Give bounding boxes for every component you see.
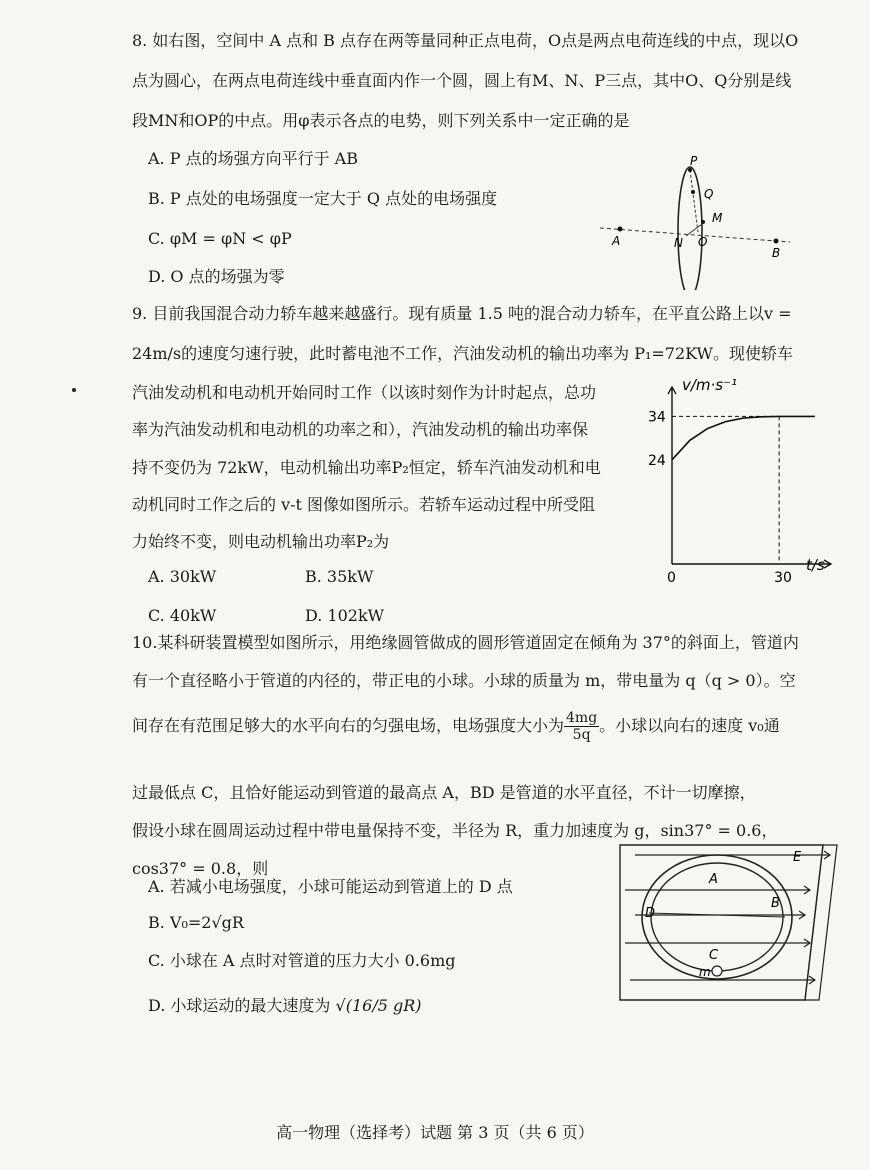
q10-figure [605, 835, 840, 1015]
label-d: D [645, 906, 656, 921]
series-line [672, 416, 815, 459]
field-fraction [564, 710, 599, 743]
q10-line2: 有一个直径略小于管道的内径的，带正电的小球。小球的质量为 m，带电量为 q（q > 0）。空 [132, 671, 796, 690]
q8-option-d: D. O 点的场强为零 [148, 267, 285, 286]
q10-line1: 10.某科研装置模型如图所示，用绝缘圆管做成的圆形管道固定在倾角为 37°的斜面上，管道内 [132, 633, 799, 652]
label-c: C [709, 948, 719, 963]
q8-option-c: C. φM = φN < φP [148, 229, 292, 248]
fraction-denominator: 5q [572, 727, 591, 743]
chart-marks [672, 416, 815, 564]
label-a2: A [709, 872, 718, 887]
y-tick-label: 34 [648, 409, 666, 426]
q10-line3-a: 间存在有范围足够大的水平向右的匀强电场，电场强度大小为 [132, 716, 565, 735]
q10-line4: 过最低点 C，且恰好能运动到管道的最高点 A，BD 是管道的水平直径，不计一切摩擦， [132, 783, 756, 802]
label-o: O [698, 235, 708, 249]
q10-line3-b: 。小球以向右的速度 v₀通 [599, 716, 780, 735]
label-q: Q [704, 187, 714, 201]
q9-line6: 动机同时工作之后的 v-t 图像如图所示。若轿车运动过程中所受阻 [132, 495, 596, 514]
q10-option-a: A. 若减小电场强度，小球可能运动到管道上的 D 点 [148, 877, 513, 896]
q9-line1: 9. 目前我国混合动力轿车越来越盛行。现有质量 1.5 吨的混合动力轿车，在平直公路上以v = [132, 304, 792, 323]
q10-line6: cos37° = 0.8，则 [132, 859, 269, 878]
q8-option-a: A. P 点的场强方向平行于 AB [148, 149, 358, 168]
label-b2: B [771, 896, 780, 911]
page-footer: 高一物理（选择考）试题 第 3 页（共 6 页） [276, 1123, 594, 1142]
x-tick-label: 0 [667, 570, 676, 586]
q10-option-c: C. 小球在 A 点时对管道的压力大小 0.6mg [148, 951, 456, 970]
label-p: P [690, 154, 698, 168]
q9-option-a: A. 30kW [148, 567, 217, 586]
q9-line4: 率为汽油发动机和电动机的功率之和），汽油发动机的输出功率保 [132, 420, 589, 439]
y-tick-label: 24 [648, 452, 666, 469]
q8-line2: 点为圆心，在两点电荷连线中垂直面内作一个圆，圆上有M、N、P三点，其中O、Q分别是线 [132, 71, 792, 90]
margin-dot [72, 388, 76, 392]
q9-option-d: D. 102kW [305, 606, 385, 625]
label-e: E [793, 850, 802, 865]
label-n: N [674, 236, 683, 250]
label-m: M [712, 211, 723, 225]
label-m2: m [699, 965, 711, 979]
q10-option-d-math: √(16/5 gR) [335, 996, 422, 1015]
q8-line3: 段MN和OP的中点。用φ表示各点的电势，则下列关系中一定正确的是 [132, 111, 630, 130]
q10-option-d-text: D. 小球运动的最大速度为 [148, 996, 331, 1015]
q10-option-d [148, 995, 422, 1017]
q9-line2: 24m/s的速度匀速行驶，此时蓄电池不工作，汽油发动机的输出功率为 P₁=72KW。现使轿车 [132, 344, 793, 363]
q9-option-b: B. 35kW [305, 567, 374, 586]
label-a: A [612, 234, 621, 248]
y-axis-label: v/m·s⁻¹ [682, 376, 738, 394]
q8-option-b: B. P 点处的电场强度一定大于 Q 点处的电场强度 [148, 189, 498, 208]
q8-figure [590, 150, 810, 290]
q8-line1: 8. 如右图，空间中 A 点和 B 点存在两等量同种正点电荷，O点是两点电荷连线的中点，现以O [132, 31, 799, 50]
x-axis-label: t/s [806, 556, 825, 574]
q10-line5: 假设小球在圆周运动过程中带电量保持不变，半径为 R，重力加速度为 g，sin37° = 0.6， [132, 821, 778, 840]
label-b: B [772, 246, 781, 260]
q9-line3: 汽油发动机和电动机开始同时工作（以该时刻作为计时起点，总功 [132, 383, 597, 402]
q10-line3 [132, 710, 780, 743]
x-tick-label: 30 [774, 570, 792, 586]
vt-chart [640, 372, 840, 592]
q9-line5: 持不变仍为 72kW，电动机输出功率P₂恒定，轿车汽油发动机和电 [132, 458, 601, 477]
q10-option-b: B. V₀=2√gR [148, 913, 244, 932]
fraction-numerator: 4mg [566, 710, 598, 726]
q9-line7: 力始终不变，则电动机输出功率P₂为 [132, 532, 390, 551]
q9-option-c: C. 40kW [148, 606, 217, 625]
